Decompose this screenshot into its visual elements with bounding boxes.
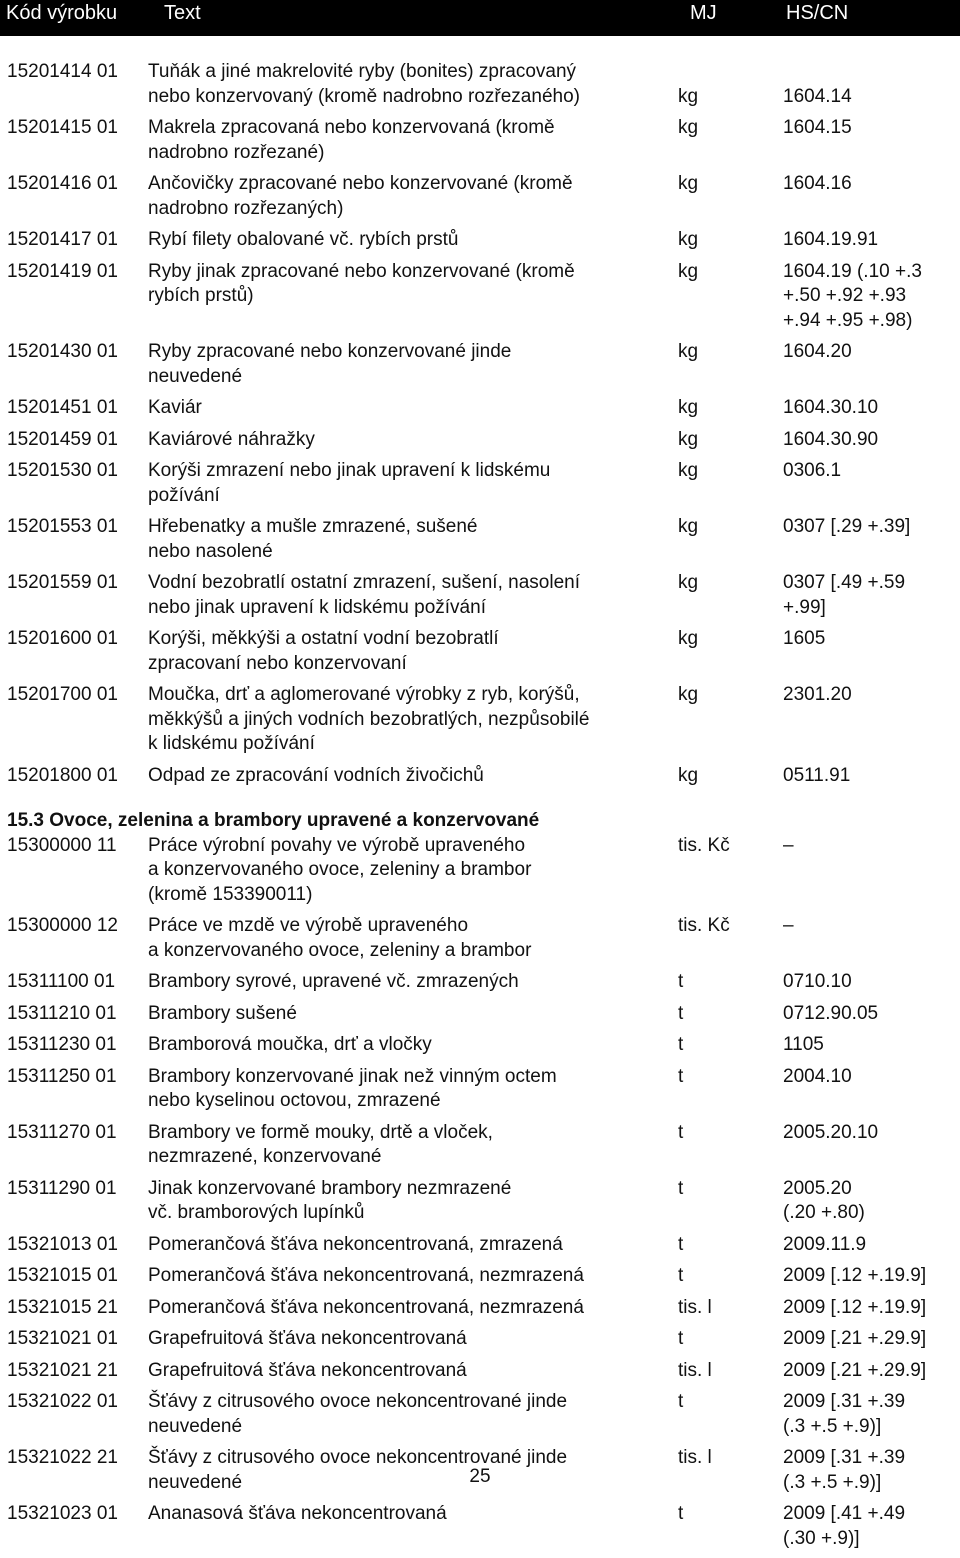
product-code: 15321015 21 [0, 1296, 148, 1321]
product-text [148, 515, 678, 564]
product-text-line: nadrobno rozřezané) [148, 141, 678, 166]
product-text-line: Hřebenatky a mušle zmrazené, sušené [148, 515, 678, 540]
hs-cn-cell-line: 1604.19.91 [783, 228, 953, 253]
unit-cell [678, 60, 783, 109]
product-text-line: nebo kyselinou octovou, zmrazené [148, 1089, 678, 1114]
product-text [148, 1327, 678, 1352]
hs-cn-cell [783, 834, 953, 908]
hs-cn-cell [783, 1002, 953, 1027]
unit-cell [678, 914, 783, 963]
product-text-line: Jinak konzervované brambory nezmrazené [148, 1177, 678, 1202]
hs-cn-cell-line: 2009 [.31 +.39 [783, 1390, 953, 1415]
hs-cn-cell [783, 396, 953, 421]
product-code: 15311210 01 [0, 1002, 148, 1027]
unit-cell-line: t [678, 1033, 783, 1058]
product-text [148, 683, 678, 757]
product-code: 15311230 01 [0, 1033, 148, 1058]
product-code: 15300000 11 [0, 834, 148, 908]
hs-cn-cell-line: +.50 +.92 +.93 [783, 284, 953, 309]
product-text-line: Práce ve mzdě ve výrobě upraveného [148, 914, 678, 939]
unit-cell [678, 1264, 783, 1289]
product-text-line: Tuňák a jiné makrelovité ryby (bonites) zpracovaný [148, 60, 678, 85]
unit-cell [678, 1502, 783, 1551]
hs-cn-cell-line: 0712.90.05 [783, 1002, 953, 1027]
hs-cn-cell [783, 1033, 953, 1058]
product-text-line: a konzervovaného ovoce, zeleniny a brambor [148, 939, 678, 964]
table-row [0, 970, 960, 995]
unit-cell [678, 1121, 783, 1170]
unit-cell-line: kg [678, 260, 783, 285]
hs-cn-cell-line: 1605 [783, 627, 953, 652]
product-text-line: Kaviárové náhražky [148, 428, 678, 453]
unit-cell [678, 970, 783, 995]
unit-cell-line: kg [678, 116, 783, 141]
product-code: 15201559 01 [0, 571, 148, 620]
product-code: 15201800 01 [0, 764, 148, 789]
product-text-line: Korýši zmrazení nebo jinak upravení k lidskému [148, 459, 678, 484]
product-text-line: nadrobno rozřezaných) [148, 197, 678, 222]
unit-cell-line: t [678, 1327, 783, 1352]
unit-cell [678, 396, 783, 421]
product-text [148, 396, 678, 421]
hs-cn-cell-line: +.99] [783, 596, 953, 621]
product-code: 15201416 01 [0, 172, 148, 221]
hs-cn-cell-line: +.94 +.95 +.98) [783, 309, 953, 334]
product-code: 15201459 01 [0, 428, 148, 453]
product-code: 15321015 01 [0, 1264, 148, 1289]
hs-cn-cell [783, 260, 953, 334]
product-text-line: Šťávy z citrusového ovoce nekoncentrované jinde [148, 1446, 678, 1471]
table-row [0, 834, 960, 908]
hs-cn-cell [783, 627, 953, 676]
hs-cn-cell [783, 428, 953, 453]
table-row [0, 1359, 960, 1384]
hs-cn-cell-line: (.3 +.5 +.9)] [783, 1415, 953, 1440]
unit-cell-line: kg [678, 172, 783, 197]
hs-cn-cell-line: 0710.10 [783, 970, 953, 995]
hs-cn-cell-line [783, 60, 953, 85]
table-row [0, 228, 960, 253]
hs-cn-cell-line: 2004.10 [783, 1065, 953, 1090]
table-row [0, 1033, 960, 1058]
hs-cn-cell-line: 2009.11.9 [783, 1233, 953, 1258]
header-unit: MJ [690, 1, 717, 25]
hs-cn-cell-line: 2009 [.12 +.19.9] [783, 1296, 953, 1321]
product-text-line: Šťávy z citrusového ovoce nekoncentrované jinde [148, 1390, 678, 1415]
product-code: 15311270 01 [0, 1121, 148, 1170]
hs-cn-cell-line: – [783, 834, 953, 859]
product-text [148, 571, 678, 620]
table-row [0, 260, 960, 334]
product-code: 15321021 01 [0, 1327, 148, 1352]
hs-cn-cell-line: 2009 [.12 +.19.9] [783, 1264, 953, 1289]
hs-cn-cell-line: 0306.1 [783, 459, 953, 484]
table-row [0, 428, 960, 453]
product-text-line: zpracovaní nebo konzervovaní [148, 652, 678, 677]
table-row [0, 1327, 960, 1352]
table-row [0, 459, 960, 508]
table-header [0, 0, 960, 36]
unit-cell [678, 340, 783, 389]
table-row [0, 1177, 960, 1226]
unit-cell-line: t [678, 1502, 783, 1527]
hs-cn-cell [783, 970, 953, 995]
product-text-line: Moučka, drť a aglomerované výrobky z ryb, korýšů, [148, 683, 678, 708]
header-text: Text [164, 1, 201, 25]
product-text-line: požívání [148, 484, 678, 509]
unit-cell-line: kg [678, 85, 783, 110]
product-text [148, 1390, 678, 1439]
product-text-line: Kaviár [148, 396, 678, 421]
hs-cn-cell [783, 172, 953, 221]
hs-cn-cell-line: (.30 +.9)] [783, 1527, 953, 1552]
hs-cn-cell-line: 1604.30.90 [783, 428, 953, 453]
hs-cn-cell-line: 2009 [.41 +.49 [783, 1502, 953, 1527]
unit-cell-line: kg [678, 459, 783, 484]
product-text-line: nebo konzervovaný (kromě nadrobno rozřezaného) [148, 85, 678, 110]
product-code: 15201415 01 [0, 116, 148, 165]
unit-cell [678, 228, 783, 253]
hs-cn-cell [783, 1264, 953, 1289]
product-text-line: Pomerančová šťáva nekoncentrovaná, nezmrazená [148, 1264, 678, 1289]
header-hs-cn: HS/CN [786, 1, 848, 25]
hs-cn-cell [783, 1296, 953, 1321]
product-text-line: Rybí filety obalované vč. rybích prstů [148, 228, 678, 253]
product-text-line: vč. bramborových lupínků [148, 1201, 678, 1226]
product-text-line: Brambory ve formě mouky, drtě a vloček, [148, 1121, 678, 1146]
product-code: 15201419 01 [0, 260, 148, 334]
unit-cell-line: tis. l [678, 1359, 783, 1384]
product-text-line: Ryby jinak zpracované nebo konzervované (kromě [148, 260, 678, 285]
table-row [0, 515, 960, 564]
product-text-line: rybích prstů) [148, 284, 678, 309]
product-text [148, 1296, 678, 1321]
unit-cell [678, 116, 783, 165]
product-text-line: Pomerančová šťáva nekoncentrovaná, zmrazená [148, 1233, 678, 1258]
unit-cell [678, 1177, 783, 1226]
table-row [0, 683, 960, 757]
unit-cell-line: kg [678, 627, 783, 652]
product-text-line: neuvedené [148, 1471, 678, 1496]
unit-cell [678, 1065, 783, 1114]
unit-cell-line: tis. Kč [678, 914, 783, 939]
product-text [148, 1264, 678, 1289]
product-text-line: Brambory sušené [148, 1002, 678, 1027]
table-row [0, 764, 960, 789]
product-text [148, 1359, 678, 1384]
hs-cn-cell [783, 1359, 953, 1384]
unit-cell-line: t [678, 1233, 783, 1258]
unit-cell-line: tis. Kč [678, 834, 783, 859]
unit-cell [678, 1359, 783, 1384]
hs-cn-cell [783, 683, 953, 757]
product-code: 15311250 01 [0, 1065, 148, 1114]
hs-cn-cell-line: 2301.20 [783, 683, 953, 708]
unit-cell-line: kg [678, 228, 783, 253]
product-text-line: Pomerančová šťáva nekoncentrovaná, nezmrazená [148, 1296, 678, 1321]
table-row [0, 172, 960, 221]
product-text [148, 1065, 678, 1114]
table-row [0, 1233, 960, 1258]
product-text-line: Makrela zpracovaná nebo konzervovaná (kromě [148, 116, 678, 141]
hs-cn-cell-line: 0307 [.29 +.39] [783, 515, 953, 540]
unit-cell-line: tis. l [678, 1446, 783, 1471]
table-row [0, 396, 960, 421]
unit-cell [678, 260, 783, 334]
product-text [148, 172, 678, 221]
unit-cell-line: kg [678, 396, 783, 421]
hs-cn-cell [783, 116, 953, 165]
product-text-line: Bramborová moučka, drť a vločky [148, 1033, 678, 1058]
table-row [0, 116, 960, 165]
hs-cn-cell [783, 1121, 953, 1170]
unit-cell [678, 1233, 783, 1258]
unit-cell-line: t [678, 970, 783, 995]
unit-cell [678, 683, 783, 757]
hs-cn-cell-line: 1604.30.10 [783, 396, 953, 421]
product-text-line: Brambory syrové, upravené vč. zmrazených [148, 970, 678, 995]
product-code: 15321022 21 [0, 1446, 148, 1495]
product-text [148, 1033, 678, 1058]
unit-cell-line [678, 60, 783, 85]
hs-cn-cell-line: 0511.91 [783, 764, 953, 789]
product-text-line: nebo jinak upravení k lidskému požívání [148, 596, 678, 621]
unit-cell [678, 1002, 783, 1027]
product-text [148, 1177, 678, 1226]
product-text [148, 627, 678, 676]
product-code: 15201700 01 [0, 683, 148, 757]
unit-cell [678, 834, 783, 908]
unit-cell-line: kg [678, 683, 783, 708]
hs-cn-cell-line: 0307 [.49 +.59 [783, 571, 953, 596]
product-text [148, 228, 678, 253]
product-text-line: Grapefruitová šťáva nekoncentrovaná [148, 1359, 678, 1384]
unit-cell [678, 172, 783, 221]
section-heading: 15.3 Ovoce, zelenina a brambory upravené a konzervované [0, 809, 960, 834]
product-code: 15321023 01 [0, 1502, 148, 1551]
table-row [0, 1065, 960, 1114]
hs-cn-cell-line: 1105 [783, 1033, 953, 1058]
hs-cn-cell [783, 228, 953, 253]
product-text [148, 834, 678, 908]
product-text-line: Brambory konzervované jinak než vinným octem [148, 1065, 678, 1090]
unit-cell-line: kg [678, 515, 783, 540]
hs-cn-cell [783, 571, 953, 620]
table-row [0, 914, 960, 963]
table-row [0, 1502, 960, 1551]
product-text [148, 60, 678, 109]
hs-cn-cell-line: 1604.16 [783, 172, 953, 197]
product-code: 15321021 21 [0, 1359, 148, 1384]
hs-cn-cell-line: (.3 +.5 +.9)] [783, 1471, 953, 1496]
product-text [148, 260, 678, 334]
product-text [148, 914, 678, 963]
product-text [148, 764, 678, 789]
product-text-line: Vodní bezobratlí ostatní zmrazení, sušení, nasolení [148, 571, 678, 596]
hs-cn-cell-line: 2009 [.31 +.39 [783, 1446, 953, 1471]
unit-cell-line: tis. l [678, 1296, 783, 1321]
hs-cn-cell [783, 764, 953, 789]
product-text-line: Ananasová šťáva nekoncentrovaná [148, 1502, 678, 1527]
product-text [148, 340, 678, 389]
hs-cn-cell-line: 2009 [.21 +.29.9] [783, 1327, 953, 1352]
product-code: 15201553 01 [0, 515, 148, 564]
unit-cell-line: kg [678, 764, 783, 789]
hs-cn-cell [783, 60, 953, 109]
product-text [148, 1502, 678, 1551]
hs-cn-cell-line: 1604.15 [783, 116, 953, 141]
product-code: 15201430 01 [0, 340, 148, 389]
hs-cn-cell [783, 515, 953, 564]
unit-cell-line: kg [678, 428, 783, 453]
hs-cn-cell [783, 340, 953, 389]
product-text-line: Korýši, měkkýši a ostatní vodní bezobratlí [148, 627, 678, 652]
unit-cell-line: kg [678, 340, 783, 365]
hs-cn-cell [783, 914, 953, 963]
product-code: 15201414 01 [0, 60, 148, 109]
unit-cell-line: t [678, 1121, 783, 1146]
unit-cell [678, 459, 783, 508]
product-code: 15321013 01 [0, 1233, 148, 1258]
hs-cn-cell [783, 1502, 953, 1551]
hs-cn-cell-line: – [783, 914, 953, 939]
product-text [148, 428, 678, 453]
hs-cn-cell [783, 1065, 953, 1114]
product-code: 15201451 01 [0, 396, 148, 421]
hs-cn-cell-line: 2009 [.21 +.29.9] [783, 1359, 953, 1384]
product-text [148, 459, 678, 508]
product-text [148, 1002, 678, 1027]
unit-cell-line: t [678, 1177, 783, 1202]
unit-cell [678, 764, 783, 789]
product-text-line: (kromě 153390011) [148, 883, 678, 908]
hs-cn-cell [783, 1177, 953, 1226]
unit-cell [678, 1296, 783, 1321]
hs-cn-cell [783, 1327, 953, 1352]
product-text-line: nebo nasolené [148, 540, 678, 565]
product-text [148, 970, 678, 995]
product-text-line: Ryby zpracované nebo konzervované jinde [148, 340, 678, 365]
product-text-line: k lidskému požívání [148, 732, 678, 757]
product-text [148, 1233, 678, 1258]
product-code: 15300000 12 [0, 914, 148, 963]
hs-cn-cell-line: 1604.14 [783, 85, 953, 110]
table-row [0, 340, 960, 389]
page-number: 25 [0, 1466, 960, 1488]
product-text [148, 1121, 678, 1170]
unit-cell-line: t [678, 1002, 783, 1027]
table-row [0, 627, 960, 676]
product-text-line: nezmrazené, konzervované [148, 1145, 678, 1170]
product-text-line: Práce výrobní povahy ve výrobě upraveného [148, 834, 678, 859]
product-code: 15321022 01 [0, 1390, 148, 1439]
hs-cn-cell [783, 459, 953, 508]
product-code: 15201530 01 [0, 459, 148, 508]
hs-cn-cell-line: (.20 +.80) [783, 1201, 953, 1226]
unit-cell [678, 627, 783, 676]
hs-cn-cell-line: 2005.20.10 [783, 1121, 953, 1146]
table-row [0, 1002, 960, 1027]
table-row [0, 1121, 960, 1170]
hs-cn-cell [783, 1390, 953, 1439]
table-row [0, 1296, 960, 1321]
header-code: Kód výrobku [6, 1, 117, 25]
unit-cell [678, 1390, 783, 1439]
product-text-line: a konzervovaného ovoce, zeleniny a brambor [148, 858, 678, 883]
unit-cell [678, 515, 783, 564]
table-row [0, 1264, 960, 1289]
product-text [148, 116, 678, 165]
table-row [0, 60, 960, 109]
hs-cn-cell-line: 2005.20 [783, 1177, 953, 1202]
product-code: 15201417 01 [0, 228, 148, 253]
unit-cell [678, 1327, 783, 1352]
product-group-fruit-vegetables [0, 834, 960, 1558]
unit-cell-line: t [678, 1264, 783, 1289]
product-group-fish [0, 60, 960, 795]
product-code: 15201600 01 [0, 627, 148, 676]
table-body [0, 60, 960, 1558]
product-text-line: Odpad ze zpracování vodních živočichů [148, 764, 678, 789]
product-text-line: Grapefruitová šťáva nekoncentrovaná [148, 1327, 678, 1352]
product-text-line: neuvedené [148, 1415, 678, 1440]
unit-cell-line: t [678, 1065, 783, 1090]
hs-cn-cell [783, 1233, 953, 1258]
product-text-line: neuvedené [148, 365, 678, 390]
table-row [0, 571, 960, 620]
product-text-line: Ančovičky zpracované nebo konzervované (kromě [148, 172, 678, 197]
unit-cell-line: t [678, 1390, 783, 1415]
product-text-line: měkkýšů a jiných vodních bezobratlých, nezpůsobilé [148, 708, 678, 733]
product-code: 15311100 01 [0, 970, 148, 995]
unit-cell [678, 1033, 783, 1058]
unit-cell [678, 428, 783, 453]
product-code: 15311290 01 [0, 1177, 148, 1226]
table-row [0, 1390, 960, 1439]
unit-cell-line: kg [678, 571, 783, 596]
unit-cell [678, 571, 783, 620]
hs-cn-cell-line: 1604.19 (.10 +.3 [783, 260, 953, 285]
hs-cn-cell-line: 1604.20 [783, 340, 953, 365]
